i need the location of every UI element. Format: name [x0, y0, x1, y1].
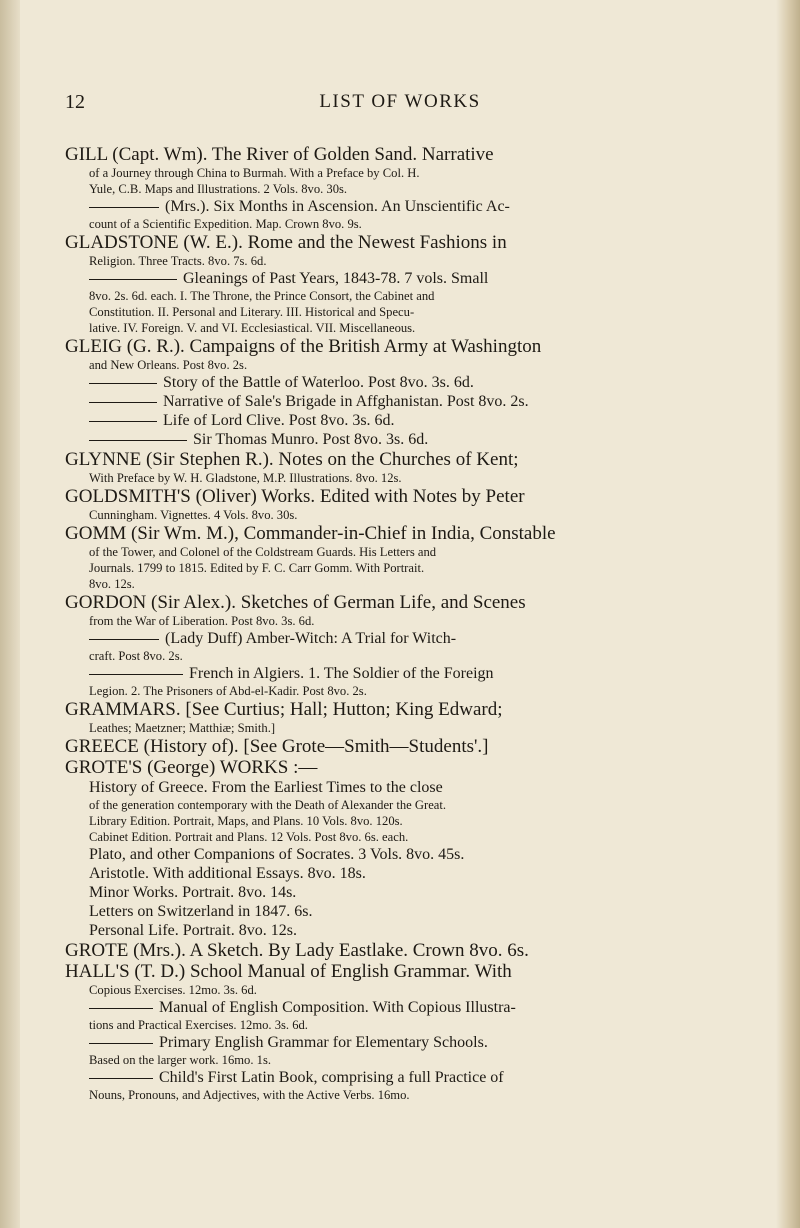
ditto-rule — [89, 207, 159, 208]
line-text: Child's First Latin Book, comprising a full Practice of — [159, 1069, 504, 1086]
entry-text-line — [65, 430, 772, 449]
entry-heading-line — [65, 736, 772, 757]
line-text: Aristotle. With additional Essays. 8vo. 18s. — [89, 865, 366, 882]
line-text: History of Greece. From the Earliest Times to the close — [89, 779, 443, 796]
entry-text-line — [65, 544, 772, 560]
entry-text-line — [65, 373, 772, 392]
line-text: (Lady Duff) Amber-Witch: A Trial for Witch- — [165, 630, 457, 647]
line-text: Cunningham. Vignettes. 4 Vols. 8vo. 30s. — [89, 508, 298, 522]
line-text: Cabinet Edition. Portrait and Plans. 12 Vols. Post 8vo. 6s. each. — [89, 830, 409, 844]
entry-text-line — [65, 998, 772, 1017]
entry-text-line — [65, 1017, 772, 1033]
line-text: from the War of Liberation. Post 8vo. 3s. 6d. — [89, 614, 315, 628]
entry-text-line — [65, 845, 772, 864]
line-text: GRAMMARS. [See Curtius; Hall; Hutton; King Edward; — [65, 699, 503, 720]
ditto-rule — [89, 1043, 153, 1044]
line-text: Manual of English Composition. With Copious Illustra- — [159, 999, 516, 1016]
line-text: of a Journey through China to Burmah. With a Preface by Col. H. — [89, 166, 420, 180]
line-text: GOLDSMITH'S (Oliver) Works. Edited with Notes by Peter — [65, 486, 525, 507]
entry-text-line — [65, 197, 772, 216]
entry-text-line — [65, 165, 772, 181]
line-text: GROTE (Mrs.). A Sketch. By Lady Eastlake. Crown 8vo. 6s. — [65, 940, 529, 961]
line-text: Journals. 1799 to 1815. Edited by F. C. Carr Gomm. With Portrait. — [89, 561, 425, 575]
line-text: GORDON (Sir Alex.). Sketches of German Life, and Scenes — [65, 592, 526, 613]
page-gutter — [0, 0, 20, 1228]
entry-text-line — [65, 576, 772, 592]
line-text: Sir Thomas Munro. Post 8vo. 3s. 6d. — [193, 431, 429, 448]
entry-text-line — [65, 1068, 772, 1087]
line-text: of the Tower, and Colonel of the Coldstream Guards. His Letters and — [89, 545, 437, 559]
line-text: and New Orleans. Post 8vo. 2s. — [89, 358, 248, 372]
entry-text-line — [65, 507, 772, 523]
entry-heading-line — [65, 757, 772, 778]
line-text: With Preface by W. H. Gladstone, M.P. Illustrations. 8vo. 12s. — [89, 471, 402, 485]
running-title: LIST OF WORKS — [319, 91, 481, 112]
line-text: Based on the larger work. 16mo. 1s. — [89, 1053, 271, 1067]
entry-text-line — [65, 1052, 772, 1068]
line-text: HALL'S (T. D.) School Manual of English Grammar. With — [65, 961, 512, 982]
entry-text-line — [65, 357, 772, 373]
line-text: GILL (Capt. Wm). The River of Golden Sand. Narrative — [65, 144, 494, 165]
line-text: GLYNNE (Sir Stephen R.). Notes on the Churches of Kent; — [65, 449, 519, 470]
ditto-rule — [89, 1008, 153, 1009]
catalogue-list — [65, 144, 772, 1103]
entry-text-line — [65, 269, 772, 288]
line-text: Leathes; Maetzner; Matthiæ; Smith.] — [89, 721, 276, 735]
entry-text-line — [65, 664, 772, 683]
line-text: GLADSTONE (W. E.). Rome and the Newest Fashions in — [65, 232, 507, 253]
line-text: French in Algiers. 1. The Soldier of the Foreign — [189, 665, 494, 682]
line-text: Nouns, Pronouns, and Adjectives, with the Active Verbs. 16mo. — [89, 1088, 410, 1102]
entry-text-line — [65, 216, 772, 232]
line-text: Constitution. II. Personal and Literary. III. Historical and Specu- — [89, 305, 415, 319]
entry-text-line — [65, 797, 772, 813]
entry-text-line — [65, 778, 772, 797]
line-text: Copious Exercises. 12mo. 3s. 6d. — [89, 983, 257, 997]
line-text: craft. Post 8vo. 2s. — [89, 649, 183, 663]
line-text: count of a Scientific Expedition. Map. Crown 8vo. 9s. — [89, 217, 362, 231]
entry-text-line — [65, 629, 772, 648]
entry-text-line — [65, 392, 772, 411]
line-text: GREECE (History of). [See Grote—Smith—Students'.] — [65, 736, 489, 757]
entry-text-line — [65, 648, 772, 664]
line-text: 8vo. 12s. — [89, 577, 135, 591]
entry-heading-line — [65, 336, 772, 357]
entry-heading-line — [65, 940, 772, 961]
entry-heading-line — [65, 232, 772, 253]
line-text: Library Edition. Portrait, Maps, and Plans. 10 Vols. 8vo. 120s. — [89, 814, 403, 828]
entry-text-line — [65, 864, 772, 883]
line-text: Minor Works. Portrait. 8vo. 14s. — [89, 884, 297, 901]
entry-text-line — [65, 288, 772, 304]
entry-text-line — [65, 683, 772, 699]
entry-text-line — [65, 921, 772, 940]
line-text: of the generation contemporary with the Death of Alexander the Great. — [89, 798, 447, 812]
ditto-rule — [89, 674, 183, 675]
entry-text-line — [65, 411, 772, 430]
entry-text-line — [65, 181, 772, 197]
entry-text-line — [65, 1087, 772, 1103]
ditto-rule — [89, 1078, 153, 1079]
entry-text-line — [65, 902, 772, 921]
line-text: Primary English Grammar for Elementary Schools. — [159, 1034, 488, 1051]
line-text: tions and Practical Exercises. 12mo. 3s. 6d. — [89, 1018, 308, 1032]
entry-text-line — [65, 613, 772, 629]
entry-text-line — [65, 304, 772, 320]
ditto-rule — [89, 639, 159, 640]
entry-text-line — [65, 253, 772, 269]
entry-text-line — [65, 720, 772, 736]
entry-heading-line — [65, 144, 772, 165]
line-text: Story of the Battle of Waterloo. Post 8vo. 3s. 6d. — [163, 374, 474, 391]
ditto-rule — [89, 421, 157, 422]
entry-text-line — [65, 560, 772, 576]
line-text: Narrative of Sale's Brigade in Affghanistan. Post 8vo. 2s. — [163, 393, 529, 410]
line-text: Religion. Three Tracts. 8vo. 7s. 6d. — [89, 254, 267, 268]
entry-text-line — [65, 883, 772, 902]
entry-text-line — [65, 1033, 772, 1052]
ditto-rule — [89, 440, 187, 441]
line-text: Plato, and other Companions of Socrates. 3 Vols. 8vo. 45s. — [89, 846, 465, 863]
line-text: (Mrs.). Six Months in Ascension. An Unscientific Ac- — [165, 198, 510, 215]
entry-text-line — [65, 320, 772, 336]
line-text: GROTE'S (George) WORKS :— — [65, 757, 318, 778]
line-text: Yule, C.B. Maps and Illustrations. 2 Vols. 8vo. 30s. — [89, 182, 348, 196]
line-text: Legion. 2. The Prisoners of Abd-el-Kadir. Post 8vo. 2s. — [89, 684, 367, 698]
line-text: lative. IV. Foreign. V. and VI. Ecclesiastical. VII. Miscellaneous. — [89, 321, 416, 335]
entry-heading-line — [65, 699, 772, 720]
line-text: GLEIG (G. R.). Campaigns of the British Army at Washington — [65, 336, 542, 357]
line-text: GOMM (Sir Wm. M.), Commander-in-Chief in India, Constable — [65, 523, 556, 544]
line-text: Gleanings of Past Years, 1843-78. 7 vols. Small — [183, 270, 489, 287]
ditto-rule — [89, 279, 177, 280]
entry-heading-line — [65, 486, 772, 507]
entry-heading-line — [65, 523, 772, 544]
entry-text-line — [65, 982, 772, 998]
line-text: 8vo. 2s. 6d. each. I. The Throne, the Prince Consort, the Cabinet and — [89, 289, 435, 303]
line-text: Life of Lord Clive. Post 8vo. 3s. 6d. — [163, 412, 395, 429]
entry-text-line — [65, 813, 772, 829]
entry-heading-line — [65, 449, 772, 470]
ditto-rule — [89, 383, 157, 384]
page-edge — [776, 0, 800, 1228]
ditto-rule — [89, 402, 157, 403]
entry-heading-line — [65, 961, 772, 982]
line-text: Letters on Switzerland in 1847. 6s. — [89, 903, 313, 920]
page-header — [0, 91, 800, 117]
line-text: Personal Life. Portrait. 8vo. 12s. — [89, 922, 297, 939]
entry-text-line — [65, 470, 772, 486]
entry-text-line — [65, 829, 772, 845]
page-number: 12 — [65, 91, 85, 113]
entry-heading-line — [65, 592, 772, 613]
